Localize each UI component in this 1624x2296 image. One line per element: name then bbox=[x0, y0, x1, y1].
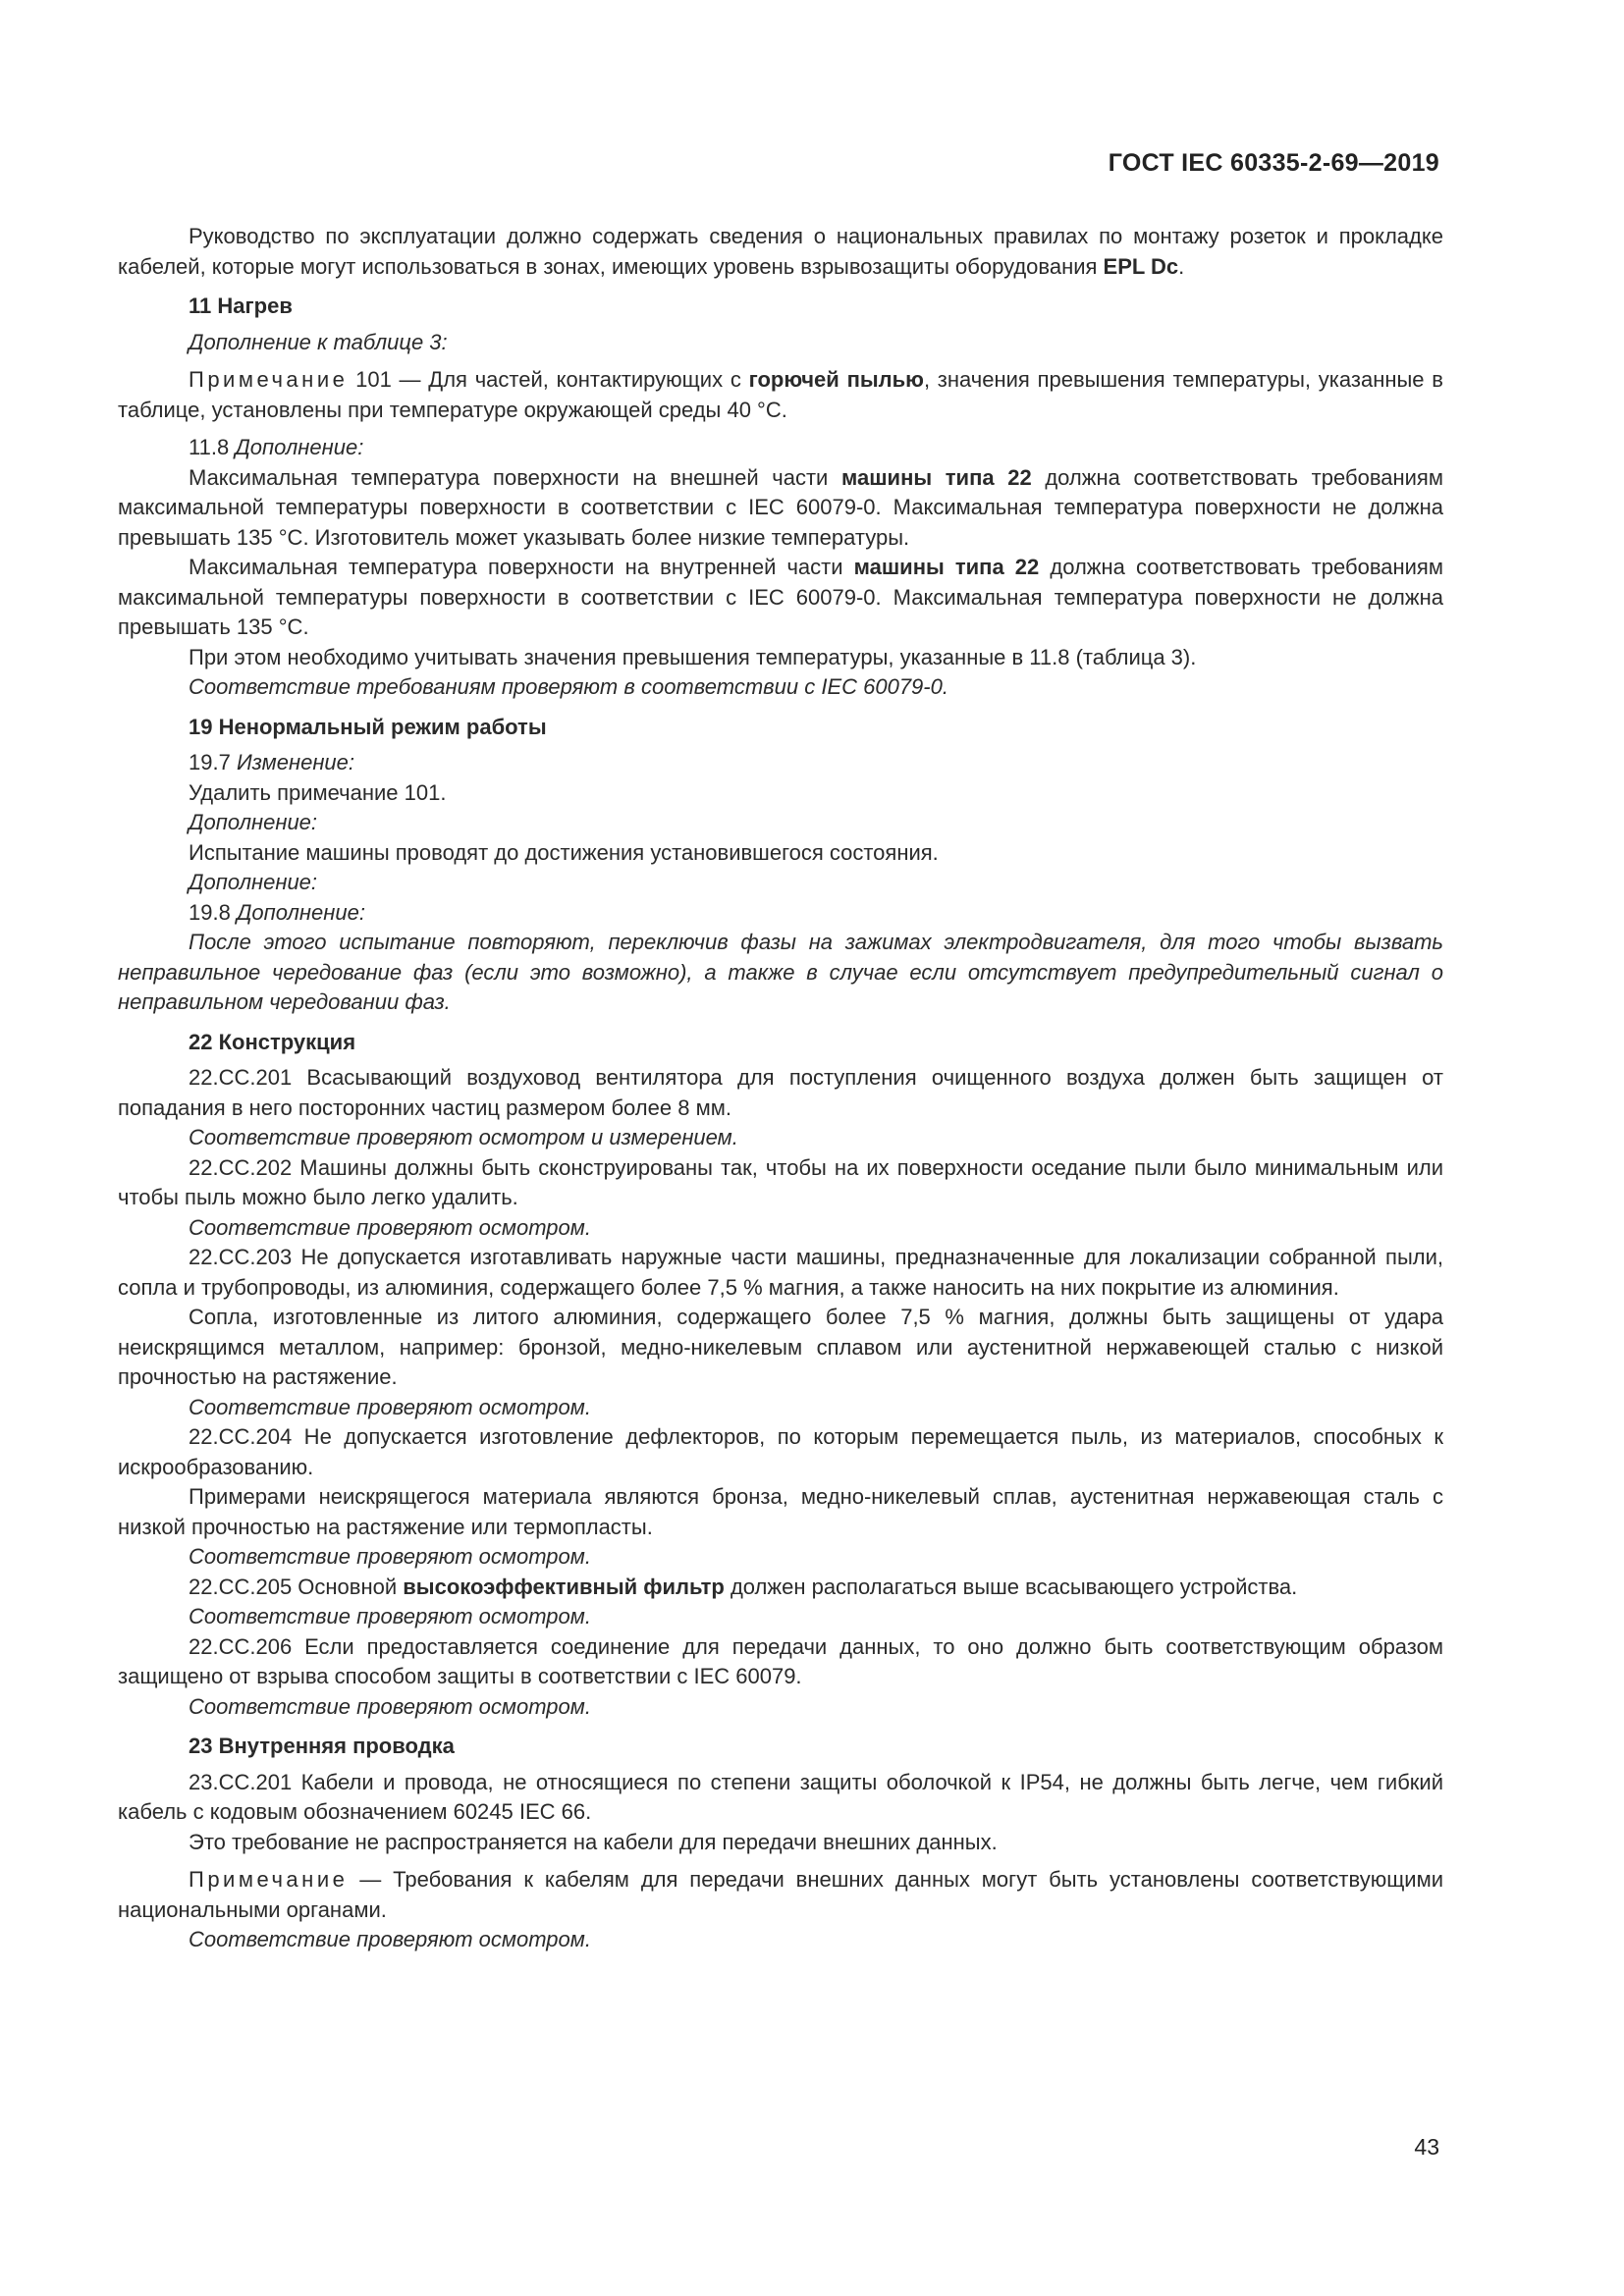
compliance-check-205: Соответствие проверяют осмотром. bbox=[189, 1604, 591, 1629]
clause-22-cc-201: 22.СС.201 Всасывающий воздуховод вентилятора для поступления очищенного воздуха должен быть защищен от попадания в него посторонних частиц размером более 8 мм. bbox=[118, 1065, 1443, 1120]
clause-19-8: 19.8 Дополнение: bbox=[189, 899, 365, 925]
paragraph-temp-rise-note: При этом необходимо учитывать значения превышения температуры, указанные в 11.8 (таблица 3). bbox=[189, 644, 1197, 669]
clause-19-7: 19.7 Изменение: bbox=[189, 750, 355, 774]
clause-22-cc-204: 22.СС.204 Не допускается изготовление дефлекторов, по которым перемещается пыль, из материалов, способных к искрообразованию. bbox=[118, 1424, 1443, 1479]
clause-22-cc-203: 22.СС.203 Не допускается изготавливать наружные части машины, предназначенные для локализации собранной пыли, сопла и трубопроводы, из алюминия, содержащего более 7,5 % магния, а также наносить на них покрытие из алюминия. bbox=[118, 1245, 1443, 1300]
clause-22-cc-206: 22.СС.206 Если предоставляется соединение для передачи данных, то оно должно быть соответствующим образом защищено от взрыва способом защиты в соответствии с IEC 60079. bbox=[118, 1633, 1443, 1688]
compliance-check-202: Соответствие проверяют осмотром. bbox=[189, 1214, 591, 1240]
paragraph-manual-requirements: Руководство по эксплуатации должно содержать сведения о национальных правилах по монтажу розеток и прокладке кабелей, которые могут использоваться в зонах, имеющих уровень взрывозащиты оборудования EPL Dc. bbox=[118, 224, 1443, 279]
note-label: Примечание bbox=[189, 1867, 349, 1892]
addition-label-2: Дополнение: bbox=[189, 870, 318, 894]
compliance-check-23: Соответствие проверяют осмотром. bbox=[189, 1927, 591, 1951]
paragraph-external-surface-temp: Максимальная температура поверхности на внешней части машины типа 22 должна соответствовать требованиям максимальной температуры поверхности в соответствии с IEC 60079-0. Максимальная температура поверхности не должна превышать 135 °С. Изготовитель может указывать более низкие температуры. bbox=[118, 464, 1443, 550]
clause-22-cc-202: 22.СС.202 Машины должны быть сконструированы так, чтобы на их поверхности оседание пыли было минимальным или чтобы пыль можно было легко удалить. bbox=[118, 1154, 1443, 1209]
compliance-check-11-8: Соответствие требованиям проверяют в соответствии с IEC 60079-0. bbox=[189, 674, 948, 699]
document-body bbox=[118, 222, 1443, 1955]
section-heading-19: 19 Ненормальный режим работы bbox=[189, 714, 547, 739]
paragraph-nozzles-aluminium: Сопла, изготовленные из литого алюминия, содержащего более 7,5 % магния, должны быть защищены от удара неискрящимся металлом, например: бронзой, медно-никелевым сплавом или аустенитной нержавеющей сталью с низкой прочностью на растяжение. bbox=[118, 1305, 1443, 1389]
section-heading-23: 23 Внутренняя проводка bbox=[189, 1734, 455, 1758]
paragraph-phase-reversal-test: После этого испытание повторяют, переключив фазы на зажимах электродвигателя, для того чтобы вызвать неправильное чередование фаз (если это возможно), а также в случае если отсутствует предупредительный сигнал о неправильном чередовании фаз. bbox=[118, 930, 1443, 1014]
clause-23-cc-201: 23.СС.201 Кабели и провода, не относящиеся по степени защиты оболочкой к IP54, не должны быть легче, чем гибкий кабель с кодовым обозначением 60245 IEC 66. bbox=[118, 1769, 1443, 1824]
paragraph-non-sparking-examples: Примерами неискрящегося материала являются бронза, медно-никелевый сплав, аустенитная нержавеющая сталь с низкой прочностью на растяжение или термопласты. bbox=[118, 1484, 1443, 1539]
clause-11-8: 11.8 Дополнение: bbox=[189, 435, 364, 459]
note-101: Примечание 101 — Для частей, контактирующих с горючей пылью, значения превышения температуры, указанные в таблице, установлены при температуре окружающей среды 40 °С. bbox=[118, 367, 1443, 422]
paragraph-internal-surface-temp: Максимальная температура поверхности на внутренней части машины типа 22 должна соответствовать требованиям максимальной температуры поверхности в соответствии с IEC 60079-0. Максимальная температура поверхности не должна превышать 135 °С. bbox=[118, 555, 1443, 639]
section-heading-11: 11 Нагрев bbox=[189, 294, 293, 318]
note-external-data-cables: Примечание — Требования к кабелям для передачи внешних данных могут быть установлены соответствующими национальными органами. bbox=[118, 1867, 1443, 1922]
paragraph-steady-state: Испытание машины проводят до достижения установившегося состояния. bbox=[189, 839, 939, 865]
section-heading-22: 22 Конструкция bbox=[189, 1029, 356, 1054]
note-label: Примечание bbox=[189, 367, 349, 392]
paragraph-external-data-cables: Это требование не распространяется на кабели для передачи внешних данных. bbox=[189, 1829, 998, 1854]
compliance-check-203: Соответствие проверяют осмотром. bbox=[189, 1394, 591, 1419]
paragraph-delete-note: Удалить примечание 101. bbox=[189, 779, 447, 805]
clause-22-cc-205: 22.СС.205 Основной высокоэффективный фильтр должен располагаться выше всасывающего устройства. bbox=[189, 1574, 1298, 1599]
document-code-header: ГОСТ IEC 60335-2-69—2019 bbox=[1108, 149, 1439, 177]
page-number: 43 bbox=[1414, 2134, 1439, 2160]
compliance-check-204: Соответствие проверяют осмотром. bbox=[189, 1544, 591, 1569]
compliance-check-201: Соответствие проверяют осмотром и измерением. bbox=[189, 1125, 738, 1149]
compliance-check-206: Соответствие проверяют осмотром. bbox=[189, 1693, 591, 1719]
addition-label-1: Дополнение: bbox=[189, 810, 318, 834]
addition-to-table-3: Дополнение к таблице 3: bbox=[189, 329, 448, 354]
